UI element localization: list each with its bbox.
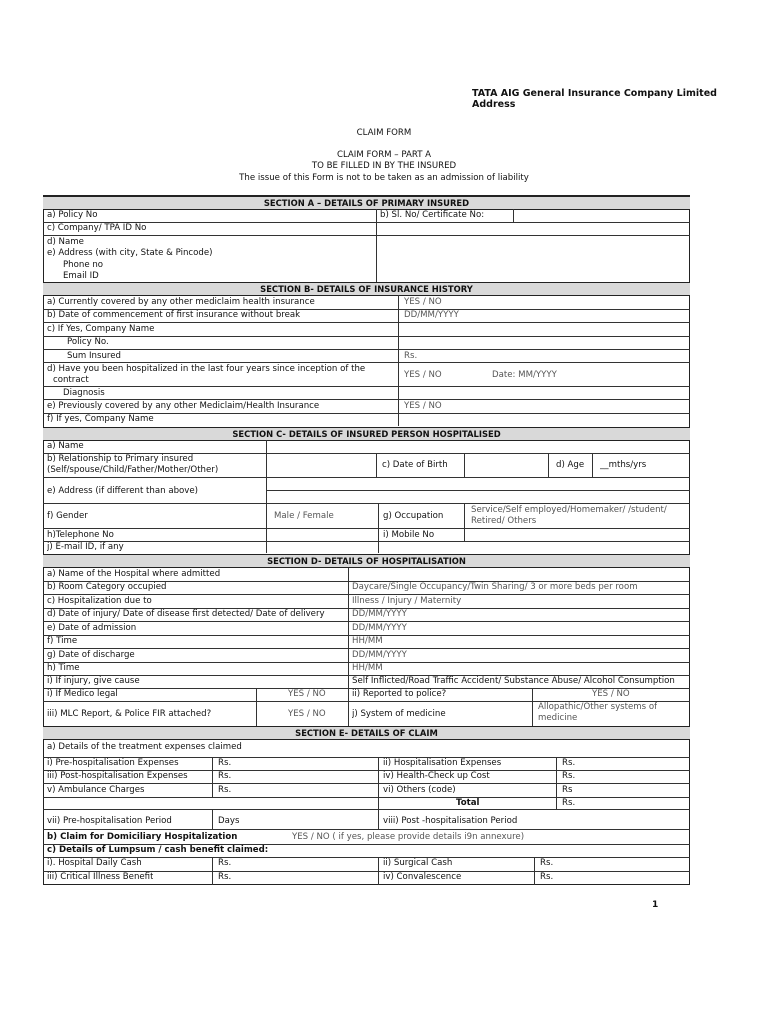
pre-hosp-expenses-label: i) Pre-hospitalisation Expenses	[47, 758, 179, 768]
company-name-label: c) If Yes, Company Name	[47, 324, 155, 334]
telephone-field[interactable]	[270, 530, 376, 541]
medico-legal-yes-no[interactable]: YES / NO	[288, 689, 326, 699]
discharge-time-label: h) Time	[47, 663, 80, 673]
room-category-label: b) Room Category occupied	[47, 582, 167, 592]
page-number: 1	[652, 900, 659, 910]
dob-field[interactable]	[466, 455, 546, 475]
certificate-no-value-field[interactable]	[516, 210, 688, 221]
hospital-name-label: a) Name of the Hospital where admitted	[47, 569, 221, 579]
ambulance-charges-field[interactable]: Rs.	[218, 785, 232, 795]
other-insurance-label: a) Currently covered by any other mediclaim health insurance	[47, 297, 315, 307]
post-hosp-expenses-field[interactable]: Rs.	[218, 771, 232, 781]
filled-by-note: TO BE FILLED IN BY THE INSURED	[311, 161, 457, 171]
admission-date-label: e) Date of admission	[47, 623, 137, 633]
lumpsum-benefit-label: c) Details of Lumpsum / cash benefit claimed:	[47, 845, 269, 855]
hospitalization-reason-options[interactable]: Illness / Injury / Maternity	[352, 596, 462, 606]
age-field[interactable]: __mths/yrs	[600, 460, 647, 470]
mlc-report-label: iii) MLC Report, & Police FIR attached?	[47, 709, 212, 719]
medicine-system-label: j) System of medicine	[352, 709, 446, 719]
patient-address-label: e) Address (if different than above)	[47, 486, 199, 496]
previous-company-label: f) If yes, Company Name	[47, 414, 154, 424]
critical-illness-label: iii) Critical Illness Benefit	[47, 872, 154, 882]
certificate-no-field[interactable]	[378, 210, 512, 221]
medicine-system-options-1[interactable]: Allopathic/Other systems of	[538, 702, 658, 712]
pre-hosp-period-label: vii) Pre-hospitalisation Period	[47, 816, 172, 826]
previous-cover-yes-no[interactable]: YES / NO	[404, 401, 442, 411]
sum-insured-label: Sum Insured	[67, 351, 121, 361]
gender-field[interactable]: Male / Female	[274, 511, 334, 521]
total-label: Total	[456, 798, 480, 808]
discharge-date-label: g) Date of discharge	[47, 650, 135, 660]
post-hosp-expenses-label: iii) Post-hospitalisation Expenses	[47, 771, 188, 781]
hospitalized-4yrs-yes-no[interactable]: YES / NO	[404, 370, 442, 380]
mobile-label: i) Mobile No	[383, 530, 435, 540]
pre-hosp-expenses-field[interactable]: Rs.	[218, 758, 232, 768]
age-label: d) Age	[556, 460, 585, 470]
occupation-options-1[interactable]: Service/Self employed/Homemaker/ /student/	[471, 505, 667, 515]
diagnosis-label: Diagnosis	[63, 388, 105, 398]
domiciliary-label: b) Claim for Domiciliary Hospitalization	[47, 832, 238, 842]
police-reported-yes-no[interactable]: YES / NO	[592, 689, 630, 699]
mlc-report-yes-no[interactable]: YES / NO	[288, 709, 326, 719]
treatment-expenses-label: a) Details of the treatment expenses claimed	[47, 742, 242, 752]
injury-date-label: d) Date of injury/ Date of disease first detected/ Date of delivery	[47, 609, 325, 619]
injury-cause-options[interactable]: Self Inflicted/Road Traffic Accident/ Substance Abuse/ Alcohol Consumption	[352, 676, 675, 686]
dob-label: c) Date of Birth	[382, 460, 448, 470]
convalescence-label: iv) Convalescence	[383, 872, 462, 882]
convalescence-field[interactable]: Rs.	[540, 872, 554, 882]
patient-email-label: j) E-mail ID, if any	[47, 542, 124, 552]
surgical-cash-label: ii) Surgical Cash	[383, 858, 453, 868]
surgical-cash-field[interactable]: Rs.	[540, 858, 554, 868]
other-insurance-yes-no[interactable]: YES / NO	[404, 297, 442, 307]
admission-date-field[interactable]: DD/MM/YYYY	[352, 623, 407, 633]
first-insurance-date-field[interactable]: DD/MM/YYYY	[404, 310, 459, 320]
injury-cause-label: i) If injury, give cause	[47, 676, 140, 686]
ambulance-charges-label: v) Ambulance Charges	[47, 785, 145, 795]
company-tpa-label: c) Company/ TPA ID No	[47, 223, 147, 233]
police-reported-label: ii) Reported to police?	[352, 689, 447, 699]
room-category-options[interactable]: Daycare/Single Occupancy/Twin Sharing/ 3 or more beds per room	[352, 582, 638, 592]
insured-details-field[interactable]	[378, 237, 688, 281]
part-title: CLAIM FORM – PART A	[336, 150, 432, 160]
hospitalized-4yrs-label-1: d) Have you been hospitalized in the last four years since inception of the	[47, 364, 366, 374]
daily-cash-field[interactable]: Rs.	[218, 858, 232, 868]
section-a-title: SECTION A – DETAILS OF PRIMARY INSURED	[43, 196, 690, 210]
liability-disclaimer: The issue of this Form is not to be taken as an admission of liability	[239, 173, 529, 183]
patient-name-field[interactable]	[270, 441, 688, 452]
others-code-field[interactable]: Rs	[562, 785, 573, 795]
policy-no-label: a) Policy No	[47, 210, 98, 220]
discharge-time-field[interactable]: HH/MM	[352, 663, 383, 673]
policy-no-history-label: Policy No.	[67, 337, 109, 347]
hospital-name-field[interactable]	[352, 569, 688, 580]
injury-date-field[interactable]: DD/MM/YYYY	[352, 609, 407, 619]
patient-name-label: a) Name	[47, 441, 84, 451]
discharge-date-field[interactable]: DD/MM/YYYY	[352, 650, 407, 660]
patient-address-field[interactable]	[270, 479, 688, 501]
medicine-system-options-2[interactable]: medicine	[538, 713, 578, 723]
occupation-options-2[interactable]: Retired/ Others	[471, 516, 537, 526]
company-tpa-field[interactable]	[378, 223, 688, 234]
daily-cash-label: i). Hospital Daily Cash	[47, 858, 142, 868]
section-d-title: SECTION D- DETAILS OF HOSPITALISATION	[43, 554, 690, 568]
patient-email-field[interactable]	[270, 542, 688, 553]
email-label: Email ID	[63, 271, 99, 281]
relationship-label-1: b) Relationship to Primary insured	[47, 454, 194, 464]
section-b-title: SECTION B- DETAILS OF INSURANCE HISTORY	[43, 282, 690, 296]
gender-label: f) Gender	[47, 511, 88, 521]
previous-cover-label: e) Previously covered by any other Mediclaim/Health Insurance	[47, 401, 320, 411]
section-e-title: SECTION E- DETAILS OF CLAIM	[43, 726, 690, 740]
phone-label: Phone no	[63, 260, 104, 270]
certificate-no-label: b) Sl. No/ Certificate No:	[380, 210, 485, 220]
first-insurance-date-label: b) Date of commencement of first insurance without break	[47, 310, 301, 320]
health-check-label: iv) Health-Check up Cost	[383, 771, 490, 781]
occupation-label: g) Occupation	[383, 511, 444, 521]
mobile-field[interactable]	[467, 530, 688, 541]
hosp-expenses-label: ii) Hospitalisation Expenses	[383, 758, 502, 768]
section-c-title: SECTION C- DETAILS OF INSURED PERSON HOSPITALISED	[43, 427, 690, 441]
hosp-expenses-field[interactable]: Rs.	[562, 758, 576, 768]
critical-illness-field[interactable]: Rs.	[218, 872, 232, 882]
admission-time-field[interactable]: HH/MM	[352, 636, 383, 646]
form-title: CLAIM FORM	[356, 128, 412, 138]
pre-hosp-period-field[interactable]: Days	[218, 816, 240, 826]
medico-legal-label: i) If Medico legal	[47, 689, 118, 699]
sum-insured-field[interactable]: Rs.	[404, 351, 418, 361]
company-address: Address	[472, 99, 516, 110]
company-name: TATA AIG General Insurance Company Limited	[472, 88, 717, 99]
hospitalized-4yrs-label-2: contract	[53, 375, 89, 385]
domiciliary-yes-no[interactable]: YES / NO ( if yes, please provide details i9n annexure)	[292, 832, 525, 842]
total-field[interactable]: Rs.	[562, 798, 576, 808]
admission-time-label: f) Time	[47, 636, 78, 646]
health-check-field[interactable]: Rs.	[562, 771, 576, 781]
relationship-label-2: (Self/spouse/Child/Father/Mother/Other)	[47, 465, 219, 475]
others-code-label: vi) Others (code)	[383, 785, 456, 795]
hospitalization-reason-label: c) Hospitalization due to	[47, 596, 152, 606]
hospitalized-date-field[interactable]: Date: MM/YYYY	[492, 370, 557, 380]
insured-address-label: e) Address (with city, State & Pincode)	[47, 248, 213, 258]
post-hosp-period-label: viii) Post -hospitalisation Period	[383, 816, 518, 826]
telephone-label: h)Telephone No	[47, 530, 114, 540]
insured-name-label: d) Name	[47, 237, 84, 247]
